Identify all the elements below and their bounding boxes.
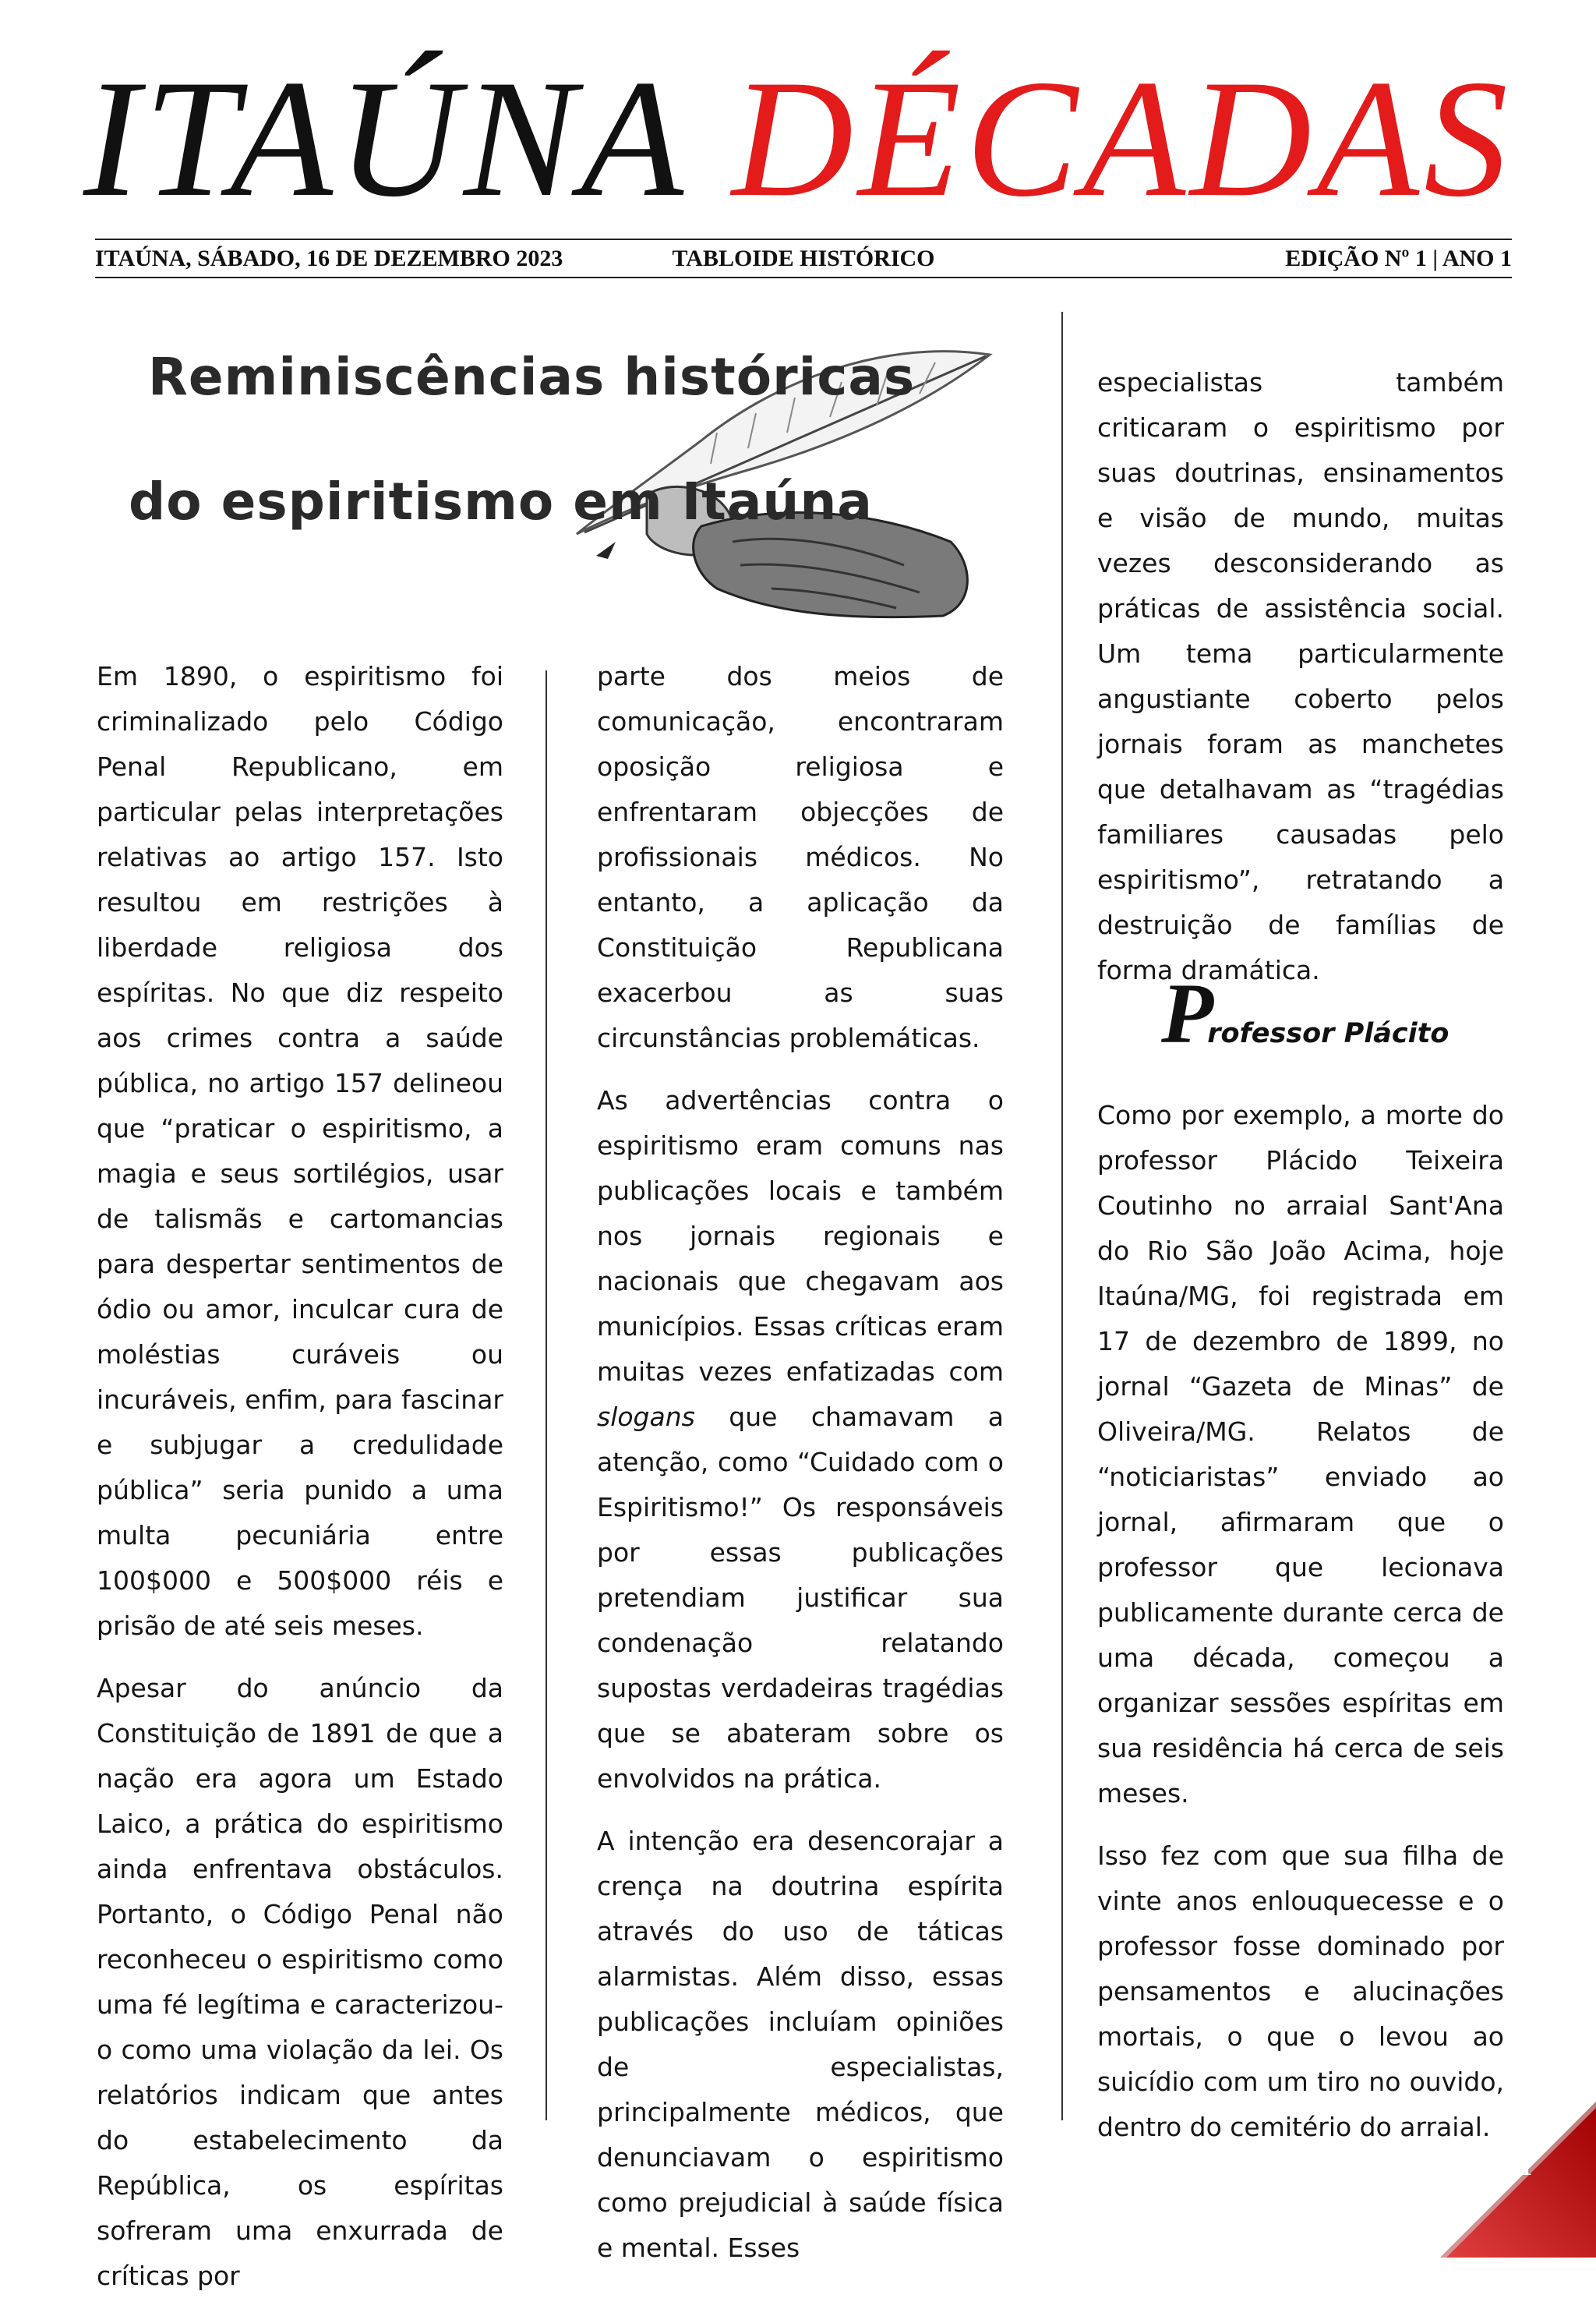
heading-line-2: do espiritismo em Itaúna bbox=[129, 472, 873, 532]
publication-type: TABLOIDE HISTÓRICO bbox=[672, 246, 935, 271]
article-heading bbox=[109, 308, 1013, 620]
subhead-drop-cap: P bbox=[1161, 966, 1214, 1061]
subhead-text: rofessor Plácito bbox=[1207, 1018, 1449, 1049]
rule-bottom bbox=[95, 277, 1512, 278]
masthead-word-decadas: DÉCADAS bbox=[732, 45, 1513, 232]
article-column-3-top bbox=[1097, 360, 1504, 1010]
column-divider-2 bbox=[1061, 312, 1063, 2120]
edition-number: EDIÇÃO Nº 1 | ANO 1 bbox=[1285, 246, 1512, 271]
paragraph: Isso fez com que sua filha de vinte anos enlouquecesse e o professor fosse dominado por pensamentos e alucinações mortais, o que o levou ao suicídio com um tiro no ouvido, dentro do cemitério do arraial. bbox=[1097, 1840, 1504, 2142]
info-bar bbox=[95, 242, 1512, 276]
italic-term: slogans bbox=[597, 1402, 695, 1432]
paragraph-text: que chamavam a atenção, como “Cuidado com o Espiritismo!” Os responsáveis por essas publicações pretendiam justificar sua condenação relatando supostas verdadeiras tragédias que se abateram sobre os envolvidos na prática. bbox=[597, 1402, 1004, 1794]
paragraph-text: As advertências contra o espiritismo eram comuns nas publicações locais e também nos jornais regionais e nacionais que chegavam aos municípios. Essas críticas eram muitas vezes enfatizadas com bbox=[597, 1085, 1004, 1387]
article-column-2 bbox=[597, 654, 1004, 2288]
heading-line-1: Reminiscências históricas bbox=[148, 347, 916, 407]
column-divider-1 bbox=[546, 670, 547, 2120]
paragraph: Apesar do anúncio da Constituição de 1891 de que a nação era agora um Estado Laico, a prática do espiritismo ainda enfrentava obstáculos. Portanto, o Código Penal não reconheceu o espiritismo como uma fé legítima e caracterizou-o como uma violação da lei. Os relatórios indicam que antes do estabelecimento da República, os espíritas sofreram uma enxurrada de críticas por bbox=[97, 1673, 503, 2291]
page-corner-triangle bbox=[1440, 2102, 1596, 2258]
page-number: 1 bbox=[1520, 2155, 1532, 2180]
paragraph: parte dos meios de comunicação, encontraram oposição religiosa e enfrentaram objecções de profissionais médicos. No entanto, a aplicação da Constituição Republicana exacerbou as suas circunstâncias problemáticas. bbox=[597, 661, 1004, 1053]
article-column-1 bbox=[97, 654, 503, 2316]
rule-top bbox=[95, 239, 1512, 240]
issue-date: ITAÚNA, SÁBADO, 16 DE DEZEMBRO 2023 bbox=[95, 246, 563, 271]
subhead bbox=[1161, 966, 1504, 1061]
paragraph: Em 1890, o espiritismo foi criminalizado pelo Código Penal Republicano, em particular pelas interpretações relativas ao artigo 157. Isto resultou em restrições à liberdade religiosa dos espíritas. No que diz respeito aos crimes contra a saúde pública, no artigo 157 delineou que “praticar o espiritismo, a magia e seus sortilégios, usar de talismãs e cartomancias para despertar sentimentos de ódio ou amor, inculcar cura de moléstias curáveis ou incuráveis, enfim, para fascinar e subjugar a credulidade pública” seria punido a uma multa pecuniária entre 100$000 e 500$000 réis e prisão de até seis meses. bbox=[97, 661, 503, 1641]
article-column-3-bottom bbox=[1097, 1093, 1504, 2167]
masthead-word-itauna: ITAÚNA bbox=[83, 45, 686, 232]
paragraph: Como por exemplo, a morte do professor Plácido Teixeira Coutinho no arraial Sant'Ana do Rio São João Acima, hoje Itaúna/MG, foi registrada em 17 de dezembro de 1899, no jornal “Gazeta de Minas” de Oliveira/MG. Relatos de “noticiaristas” enviado ao jornal, afirmaram que o professor que lecionava publicamente durante cerca de uma década, começou a organizar sessões espíritas em sua residência há cerca de seis meses. bbox=[1097, 1100, 1504, 1809]
paragraph: A intenção era desencorajar a crença na doutrina espírita através do uso de táticas alarmistas. Além disso, essas publicações incluíam opiniões de especialistas, principalmente médicos, que denunciavam o espiritismo como prejudicial à saúde física e mental. Esses bbox=[597, 1826, 1004, 2263]
paragraph: especialistas também criticaram o espiritismo por suas doutrinas, ensinamentos e visão de mundo, muitas vezes desconsiderando as práticas de assistência social. Um tema particularmente angustiante coberto pelos jornais foram as manchetes que detalhavam as “tragédias familiares causadas pelo espiritismo”, retratando a destruição de famílias de forma dramática. bbox=[1097, 367, 1504, 985]
paragraph bbox=[597, 1078, 1004, 1802]
masthead bbox=[0, 45, 1596, 232]
